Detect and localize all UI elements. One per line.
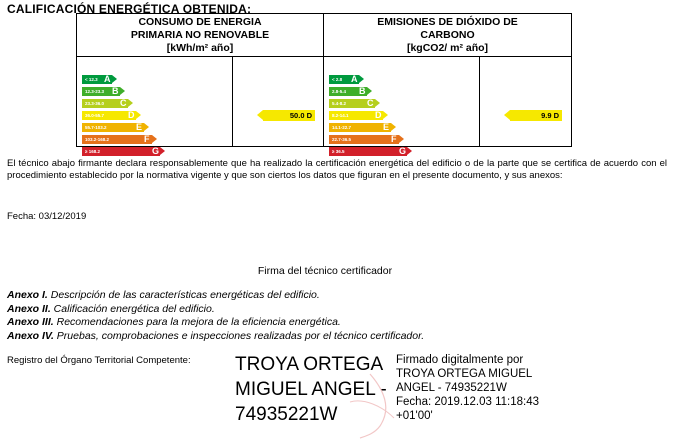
rating-arrow-tip (144, 123, 149, 131)
rating-arrow-tip (160, 147, 165, 155)
rating-bar-e (329, 123, 396, 132)
rating-arrow-tip (367, 87, 372, 95)
rating-arrow-tip (359, 75, 364, 83)
annex-text: Calificación energética del edificio. (50, 302, 215, 315)
signature-mark-icon (340, 372, 400, 440)
declaration-text: El técnico abajo firmante declara responsablemente que ha realizado la certificación energética del edificio o de la parte que se certifica de acuerdo con el procedimiento establecido por la normativa vigente y que son ciertos los datos que figuran en el presente documento, y sus anexos: (7, 158, 667, 181)
annex-item (7, 289, 424, 303)
annex-item (7, 330, 424, 344)
annex-name: Anexo I. (7, 289, 48, 301)
annex-text: Descripción de las características energéticas del edificio. (47, 289, 320, 301)
signature-detail-line: Firmado digitalmente por (396, 354, 524, 366)
consumo-unit: [kWh/m² año] (166, 42, 234, 54)
rating-letter: D (375, 110, 382, 120)
annex-text: Pruebas, comprobaciones e inspecciones realizadas por el técnico certificador. (53, 329, 425, 342)
consumo-column (77, 14, 324, 156)
rating-letter: A (351, 74, 358, 84)
annex-text: Recomendaciones para la mejora de la eficiencia energética. (53, 316, 341, 328)
registro-label: Registro del Órgano Territorial Competente: (7, 355, 191, 366)
signature-name-line: TROYA ORTEGA (235, 354, 384, 375)
emisiones-value-cell (480, 57, 570, 147)
rating-arrow-tip (136, 111, 141, 119)
signature-detail-line: ANGEL - 74935221W (396, 382, 507, 394)
rating-range: ≥ 168.2 (85, 149, 100, 154)
rating-value-arrow (257, 110, 315, 121)
digital-signature-details (396, 353, 539, 423)
rating-range: 36.0-55.7 (85, 113, 105, 118)
rating-letter: C (120, 98, 127, 108)
rating-range: 103.2-168.2 (85, 137, 110, 142)
rating-range: 22.7-36.5 (332, 137, 352, 142)
rating-letter: G (152, 146, 160, 156)
rating-arrow-tip (391, 123, 396, 131)
signature-detail-line: TROYA ORTEGA MIGUEL (396, 368, 533, 380)
rating-range: 23.3-36.0 (85, 101, 105, 106)
rating-letter: F (144, 134, 150, 144)
rating-arrow-tip (120, 87, 125, 95)
rating-bar-d (329, 111, 388, 120)
rating-letter: C (367, 98, 374, 108)
emisiones-column (324, 14, 571, 156)
emisiones-unit: [kgCO2/ m² año] (406, 42, 489, 54)
rating-value-label: 9.9 D (510, 110, 562, 121)
signature-detail-line: Fecha: 2019.12.03 11:18:43 (396, 396, 540, 408)
rating-letter: D (128, 110, 135, 120)
rating-range: 14.1-22.7 (332, 125, 352, 130)
annex-list (7, 289, 424, 343)
rating-range: < 12.3 (85, 77, 98, 82)
rating-letter: E (383, 122, 390, 132)
rating-bar-c (82, 99, 133, 108)
rating-bar-g (329, 147, 412, 156)
rating-letter: B (359, 86, 366, 96)
annex-name: Anexo II. (7, 302, 51, 315)
rating-letter: B (112, 86, 119, 96)
emisiones-header (324, 14, 571, 57)
consumo-header-line1: CONSUMO DE ENERGIA (138, 16, 262, 28)
rating-range: 8.2-14.1 (332, 113, 349, 118)
rating-arrow-tip (383, 111, 388, 119)
consumo-header-line2: PRIMARIA NO RENOVABLE (130, 29, 270, 41)
rating-bar-c (329, 99, 380, 108)
rating-bar-d (82, 111, 141, 120)
rating-arrow-tip (152, 135, 157, 143)
rating-bar-b (329, 87, 372, 96)
consumo-value-cell (233, 57, 323, 147)
rating-letter: F (391, 134, 397, 144)
rating-bar-e (82, 123, 149, 132)
rating-value-arrow (504, 110, 562, 121)
rating-arrow-tip (407, 147, 412, 155)
rating-bar-g (82, 147, 165, 156)
rating-range: 12.3-23.3 (85, 89, 105, 94)
emisiones-rating-scale (324, 57, 480, 156)
rating-range: 5.4-8.2 (332, 101, 347, 106)
signature-detail-line: +01'00' (396, 410, 433, 422)
rating-range: ≥ 36.5 (332, 149, 345, 154)
annex-item (7, 316, 424, 330)
rating-range: < 2.8 (332, 77, 343, 82)
signature-title: Firma del técnico certificador (257, 265, 393, 277)
emisiones-header-line1: EMISIONES DE DIÓXIDO DE (377, 16, 518, 28)
rating-letter: E (136, 122, 143, 132)
annex-item (7, 303, 424, 317)
rating-range: 55.7-103.2 (85, 125, 107, 130)
consumo-header (77, 14, 323, 57)
rating-arrow-tip (399, 135, 404, 143)
rating-letter: G (399, 146, 407, 156)
rating-value-label: 50.0 D (263, 110, 315, 121)
rating-bar-f (82, 135, 157, 144)
energy-rating-table (76, 13, 572, 156)
rating-range: 2.8-5.4 (332, 89, 347, 94)
rating-bar-b (82, 87, 125, 96)
annex-name: Anexo IV. (7, 329, 54, 342)
page-title: CALIFICACIÓN ENERGÉTICA OBTENIDA: (7, 2, 252, 16)
signature-name-line: MIGUEL ANGEL - (235, 379, 387, 400)
consumo-rating-scale (77, 57, 233, 156)
rating-letter: A (104, 74, 111, 84)
rating-bar-f (329, 135, 404, 144)
rating-arrow-tip (128, 99, 133, 107)
annex-name: Anexo III. (7, 316, 54, 328)
rating-bar-a (329, 75, 364, 84)
rating-bar-a (82, 75, 117, 84)
rating-arrow-tip (375, 99, 380, 107)
rating-arrow-tip (112, 75, 117, 83)
certificate-date: Fecha: 03/12/2019 (7, 211, 87, 222)
signature-name-line: 74935221W (235, 404, 338, 425)
emisiones-header-line2: CARBONO (420, 29, 475, 41)
